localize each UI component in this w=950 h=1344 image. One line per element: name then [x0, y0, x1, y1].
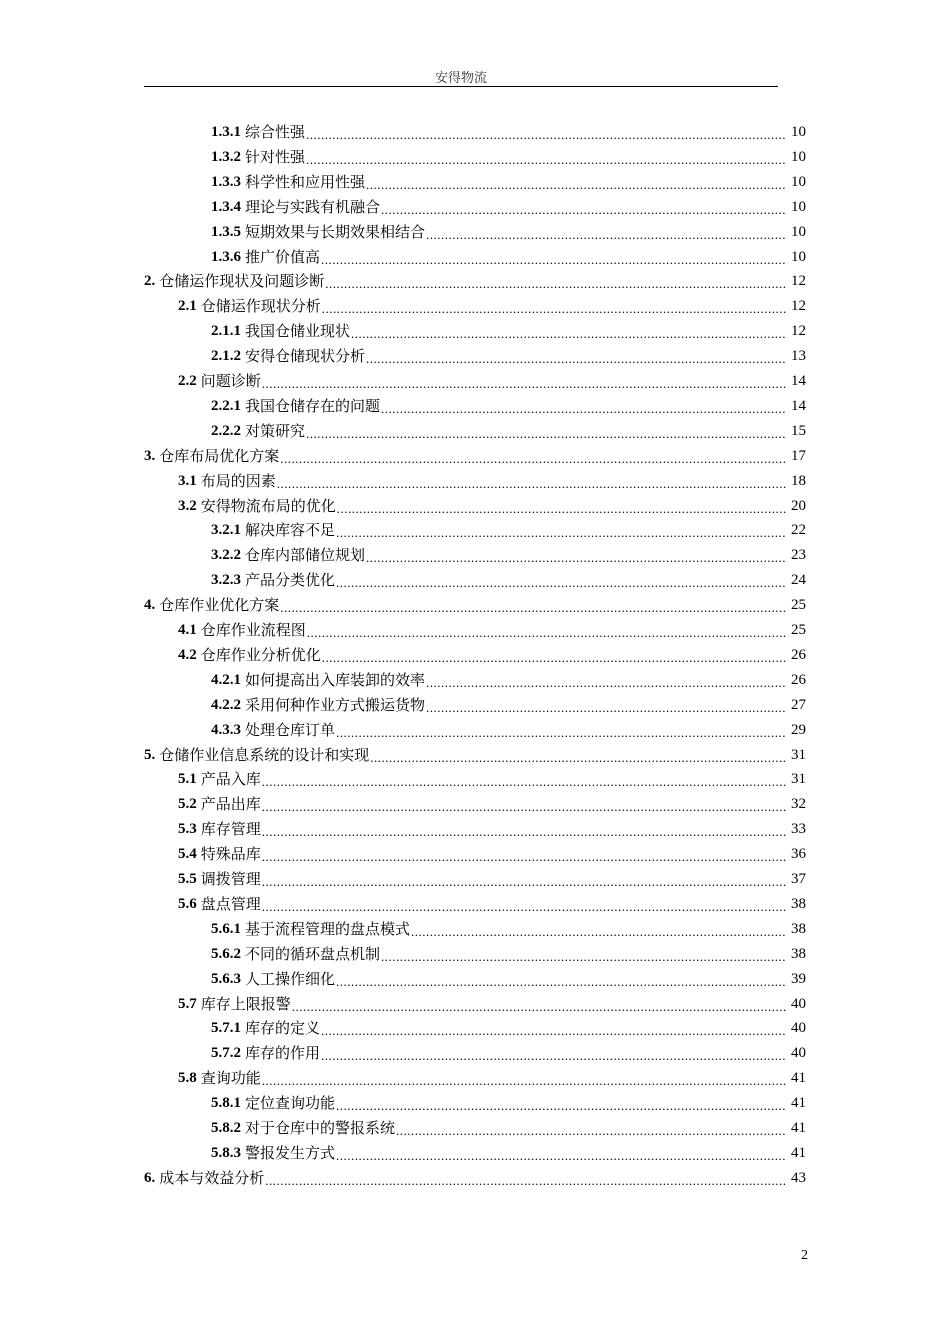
toc-entry[interactable]: [178, 842, 806, 867]
toc-entry-page: 14: [791, 373, 806, 389]
toc-entry-page: 10: [791, 148, 806, 165]
toc-entry-page: 37: [791, 871, 806, 887]
toc-entry-number: 2.1.2: [211, 348, 241, 365]
toc-entry-title: 成本与效益分析: [159, 1168, 265, 1187]
toc-entry-number: 5.4: [178, 846, 197, 863]
toc-entry-page: 17: [791, 447, 806, 464]
toc-entry[interactable]: [211, 942, 806, 967]
toc-entry-title: 调拨管理: [200, 870, 261, 888]
toc-dot-leader: [396, 1116, 787, 1141]
toc-dot-leader: [381, 942, 787, 967]
toc-entry-page: 12: [791, 298, 806, 315]
toc-entry[interactable]: [211, 220, 806, 245]
toc-entry-title: 基于流程管理的盘点模式: [245, 919, 411, 938]
toc-entry-page: 22: [791, 522, 806, 539]
toc-entry[interactable]: [178, 618, 806, 643]
toc-entry-number: 2.2: [178, 373, 197, 389]
toc-entry-title: 仓库作业优化方案: [159, 596, 280, 615]
toc-entry-page: 33: [791, 821, 806, 838]
toc-entry-number: 1.3.2: [211, 148, 241, 165]
toc-entry-number: 3.1: [178, 472, 197, 489]
toc-entry[interactable]: [211, 568, 806, 593]
toc-dot-leader: [280, 593, 787, 618]
toc-dot-leader: [321, 245, 787, 270]
toc-entry-number: 4.3.3: [211, 721, 241, 738]
toc-entry-number: 3.2.1: [211, 522, 241, 539]
toc-entry-title: 产品出库: [200, 795, 261, 814]
toc-entry[interactable]: [178, 469, 806, 494]
toc-entry-page: 12: [791, 273, 806, 290]
toc-entry-number: 1.3.6: [211, 248, 241, 265]
toc-entry-page: 39: [791, 970, 806, 987]
toc-entry-number: 2.: [144, 273, 156, 290]
toc-entry[interactable]: [211, 693, 806, 718]
toc-entry-title: 库存的定义: [245, 1019, 321, 1038]
toc-dot-leader: [336, 967, 787, 992]
toc-entry-title: 仓储运作现状及问题诊断: [159, 272, 325, 291]
toc-dot-leader: [280, 444, 787, 469]
toc-entry-page: 25: [791, 597, 806, 614]
toc-entry[interactable]: [178, 294, 806, 319]
toc-entry-number: 3.2: [178, 497, 197, 514]
toc-dot-leader: [351, 319, 787, 344]
toc-entry[interactable]: [178, 892, 806, 917]
toc-entry-title: 仓库作业分析优化: [200, 645, 321, 664]
toc-entry-number: 2.2.1: [211, 397, 241, 414]
toc-entry-title: 对策研究: [245, 421, 306, 440]
toc-entry-title: 采用何种作业方式搬运货物: [245, 695, 426, 714]
toc-entry-page: 25: [791, 622, 806, 638]
toc-entry-title: 理论与实践有机融合: [245, 197, 381, 216]
toc-entry-page: 10: [791, 173, 806, 190]
toc-entry-page: 38: [791, 895, 806, 912]
toc-entry[interactable]: [211, 419, 806, 444]
toc-entry-number: 2.2.2: [211, 422, 241, 439]
toc-entry-number: 5.1: [178, 771, 197, 788]
toc-entry-number: 2.1: [178, 298, 197, 315]
toc-entry-number: 5.6.1: [211, 920, 241, 937]
toc-entry-title: 针对性强: [245, 147, 306, 166]
toc-dot-leader: [411, 917, 787, 942]
toc-dot-leader: [265, 1166, 787, 1191]
page-number: 2: [801, 1248, 808, 1263]
toc-entry-page: 15: [791, 422, 806, 439]
toc-dot-leader: [262, 817, 787, 842]
toc-entry-number: 3.2.3: [211, 572, 241, 589]
toc-entry-page: 13: [791, 348, 806, 365]
toc-entry-number: 5.8.2: [211, 1120, 241, 1136]
toc-entry-page: 40: [791, 995, 806, 1012]
toc-dot-leader: [370, 743, 787, 768]
toc-entry-title: 库存的作用: [245, 1044, 321, 1063]
toc-dot-leader: [262, 369, 787, 394]
toc-entry-number: 5.8.3: [211, 1144, 241, 1161]
toc-entry-number: 4.2.2: [211, 696, 241, 713]
toc-dot-leader: [322, 294, 787, 319]
toc-entry[interactable]: [211, 344, 806, 369]
toc-dot-leader: [426, 693, 787, 718]
toc-entry-number: 1.3.1: [211, 124, 241, 140]
toc-entry-number: 5.7.2: [211, 1045, 241, 1062]
toc-entry-title: 仓储作业信息系统的设计和实现: [159, 745, 370, 764]
toc-entry-title: 推广价值高: [245, 247, 321, 266]
toc-entry[interactable]: [211, 195, 806, 220]
toc-dot-leader: [336, 518, 787, 543]
toc-entry-number: 4.2.1: [211, 671, 241, 688]
toc-entry[interactable]: [211, 543, 806, 568]
toc-entry[interactable]: [211, 1041, 806, 1066]
toc-entry-title: 科学性和应用性强: [245, 172, 366, 191]
toc-entry[interactable]: [211, 170, 806, 195]
toc-entry-page: 31: [791, 746, 806, 763]
toc-entry[interactable]: [211, 394, 806, 419]
toc-entry-title: 布局的因素: [200, 471, 276, 490]
toc-entry-number: 5.2: [178, 796, 197, 813]
toc-entry-title: 仓储运作现状分析: [200, 297, 321, 316]
toc-entry[interactable]: [211, 145, 806, 170]
toc-entry-title: 警报发生方式: [245, 1143, 336, 1162]
toc-entry-page: 38: [791, 920, 806, 937]
toc-dot-leader: [426, 220, 787, 245]
toc-entry-title: 安得仓储现状分析: [245, 347, 366, 366]
toc-entry-title: 对于仓库中的警报系统: [245, 1119, 396, 1137]
toc-dot-leader: [262, 842, 787, 867]
toc-entry-page: 10: [791, 248, 806, 265]
toc-entry-page: 41: [791, 1070, 806, 1087]
toc-dot-leader: [366, 170, 787, 195]
toc-entry-page: 23: [791, 547, 806, 564]
toc-entry-title: 仓库内部储位规划: [245, 546, 366, 565]
toc-entry-title: 盘点管理: [200, 894, 261, 913]
toc-entry[interactable]: [211, 1141, 806, 1166]
toc-entry-page: 41: [791, 1095, 806, 1112]
toc-entry-number: 5.7: [178, 995, 197, 1012]
toc-entry-number: 5.: [144, 746, 156, 763]
toc-entry-number: 5.6.2: [211, 945, 241, 962]
toc-dot-leader: [336, 718, 787, 743]
toc-entry-number: 5.8: [178, 1070, 197, 1087]
toc-entry-title: 查询功能: [200, 1069, 261, 1088]
toc-entry-page: 14: [791, 397, 806, 414]
toc-entry-title: 人工操作细化: [245, 969, 336, 988]
toc-entry-number: 4.2: [178, 646, 197, 663]
toc-dot-leader: [322, 643, 787, 668]
toc-entry-title: 仓库布局优化方案: [159, 446, 280, 465]
toc-entry-title: 解决库容不足: [245, 521, 336, 540]
toc-entry[interactable]: [211, 1091, 806, 1116]
toc-entry-number: 5.3: [178, 821, 197, 838]
toc-entry-page: 12: [791, 323, 806, 340]
toc-entry-number: 4.: [144, 597, 156, 614]
toc-entry-page: 18: [791, 472, 806, 489]
header-title: 安得物流: [434, 71, 487, 86]
toc-entry-number: 2.1.1: [211, 323, 241, 340]
toc-entry[interactable]: [178, 767, 806, 792]
toc-entry[interactable]: [211, 668, 806, 693]
toc-entry-number: 3.: [144, 447, 156, 464]
toc-entry-number: 5.6.3: [211, 970, 241, 987]
toc-entry-title: 处理仓库订单: [245, 720, 336, 739]
toc-entry[interactable]: [211, 518, 806, 543]
toc-entry-number: 3.2.2: [211, 547, 241, 564]
toc-dot-leader: [336, 568, 787, 593]
toc-entry-page: 29: [791, 721, 806, 738]
toc-entry[interactable]: [211, 718, 806, 743]
toc-dot-leader: [292, 992, 787, 1017]
toc-entry-title: 库存管理: [200, 820, 261, 839]
toc-dot-leader: [306, 419, 787, 444]
toc-entry-number: 5.6: [178, 895, 197, 912]
toc-entry-title: 特殊品库: [200, 845, 261, 864]
toc-dot-leader: [262, 792, 787, 817]
toc-dot-leader: [381, 195, 787, 220]
toc-entry-number: 6.: [144, 1169, 156, 1186]
header-rule: [144, 86, 778, 87]
toc-entry[interactable]: [178, 494, 806, 519]
toc-entry-page: 31: [791, 771, 806, 788]
toc-entry-number: 1.3.4: [211, 198, 241, 215]
toc-entry-page: 24: [791, 572, 806, 589]
toc-entry[interactable]: [178, 817, 806, 842]
toc-entry-page: 27: [791, 696, 806, 713]
toc-entry[interactable]: [178, 792, 806, 817]
toc-dot-leader: [366, 543, 787, 568]
toc-dot-leader: [321, 1041, 787, 1066]
toc-entry-page: 40: [791, 1020, 806, 1037]
toc-entry-title: 产品分类优化: [245, 571, 336, 590]
toc-entry-page: 10: [791, 223, 806, 240]
toc-entry-number: 1.3.5: [211, 223, 241, 240]
toc-entry-number: 5.7.1: [211, 1020, 241, 1037]
toc-dot-leader: [262, 892, 787, 917]
toc-entry-title: 如何提高出入库装卸的效率: [245, 670, 426, 689]
toc-entry[interactable]: [144, 444, 806, 469]
toc-entry-page: 40: [791, 1045, 806, 1062]
toc-entry-title: 不同的循环盘点机制: [245, 944, 381, 963]
toc-entry-title: 综合性强: [245, 123, 306, 141]
toc-entry[interactable]: [178, 369, 806, 394]
toc-entry[interactable]: [211, 1116, 806, 1141]
toc-entry[interactable]: [178, 867, 806, 892]
toc-dot-leader: [426, 668, 787, 693]
toc-entry-number: 5.5: [178, 871, 197, 887]
toc-dot-leader: [306, 120, 787, 145]
toc-entry-page: 32: [791, 796, 806, 813]
toc-entry-title: 仓库作业流程图: [200, 621, 306, 639]
toc-entry[interactable]: [211, 245, 806, 270]
toc-entry-title: 短期效果与长期效果相结合: [245, 222, 426, 241]
toc-entry[interactable]: [144, 269, 806, 294]
toc-dot-leader: [336, 1091, 787, 1116]
toc-entry[interactable]: [178, 992, 806, 1017]
toc-entry-page: 38: [791, 945, 806, 962]
toc-entry-title: 安得物流布局的优化: [200, 496, 336, 515]
toc-entry[interactable]: [144, 743, 806, 768]
toc-dot-leader: [321, 1016, 787, 1041]
toc-entry-page: 41: [791, 1120, 806, 1136]
toc-entry-title: 我国仓储业现状: [245, 322, 351, 341]
toc-entry-number: 4.1: [178, 622, 197, 638]
toc-entry-title: 问题诊断: [200, 372, 261, 390]
toc-dot-leader: [262, 1066, 787, 1091]
toc-entry[interactable]: [211, 319, 806, 344]
toc-entry-page: 41: [791, 1144, 806, 1161]
toc-entry-title: 产品入库: [200, 770, 261, 789]
toc-dot-leader: [277, 469, 787, 494]
toc-entry[interactable]: [178, 1066, 806, 1091]
toc-entry-title: 定位查询功能: [245, 1094, 336, 1113]
toc-entry-page: 43: [791, 1169, 806, 1186]
toc-dot-leader: [306, 145, 787, 170]
toc-entry-page: 26: [791, 646, 806, 663]
toc-entry[interactable]: [178, 643, 806, 668]
toc-dot-leader: [336, 1141, 787, 1166]
toc-entry[interactable]: [211, 967, 806, 992]
toc-dot-leader: [381, 394, 787, 419]
toc-entry-page: 26: [791, 671, 806, 688]
toc-entry[interactable]: [144, 1166, 806, 1191]
toc-entry[interactable]: [211, 1016, 806, 1041]
toc-entry-title: 库存上限报警: [200, 994, 291, 1013]
toc-entry-number: 1.3.3: [211, 173, 241, 190]
toc-entry[interactable]: [211, 120, 806, 145]
toc-dot-leader: [337, 494, 787, 519]
toc-dot-leader: [307, 618, 787, 643]
toc-dot-leader: [262, 867, 787, 892]
toc-entry-page: 10: [791, 198, 806, 215]
toc-dot-leader: [366, 344, 787, 369]
toc-entry-page: 36: [791, 846, 806, 863]
toc-entry-page: 10: [791, 124, 806, 140]
toc-entry[interactable]: [144, 593, 806, 618]
toc-entry[interactable]: [211, 917, 806, 942]
toc-entry-page: 20: [791, 497, 806, 514]
toc-dot-leader: [325, 269, 787, 294]
toc-entry-number: 5.8.1: [211, 1095, 241, 1112]
toc-entry-title: 我国仓储存在的问题: [245, 396, 381, 415]
toc-dot-leader: [262, 767, 787, 792]
